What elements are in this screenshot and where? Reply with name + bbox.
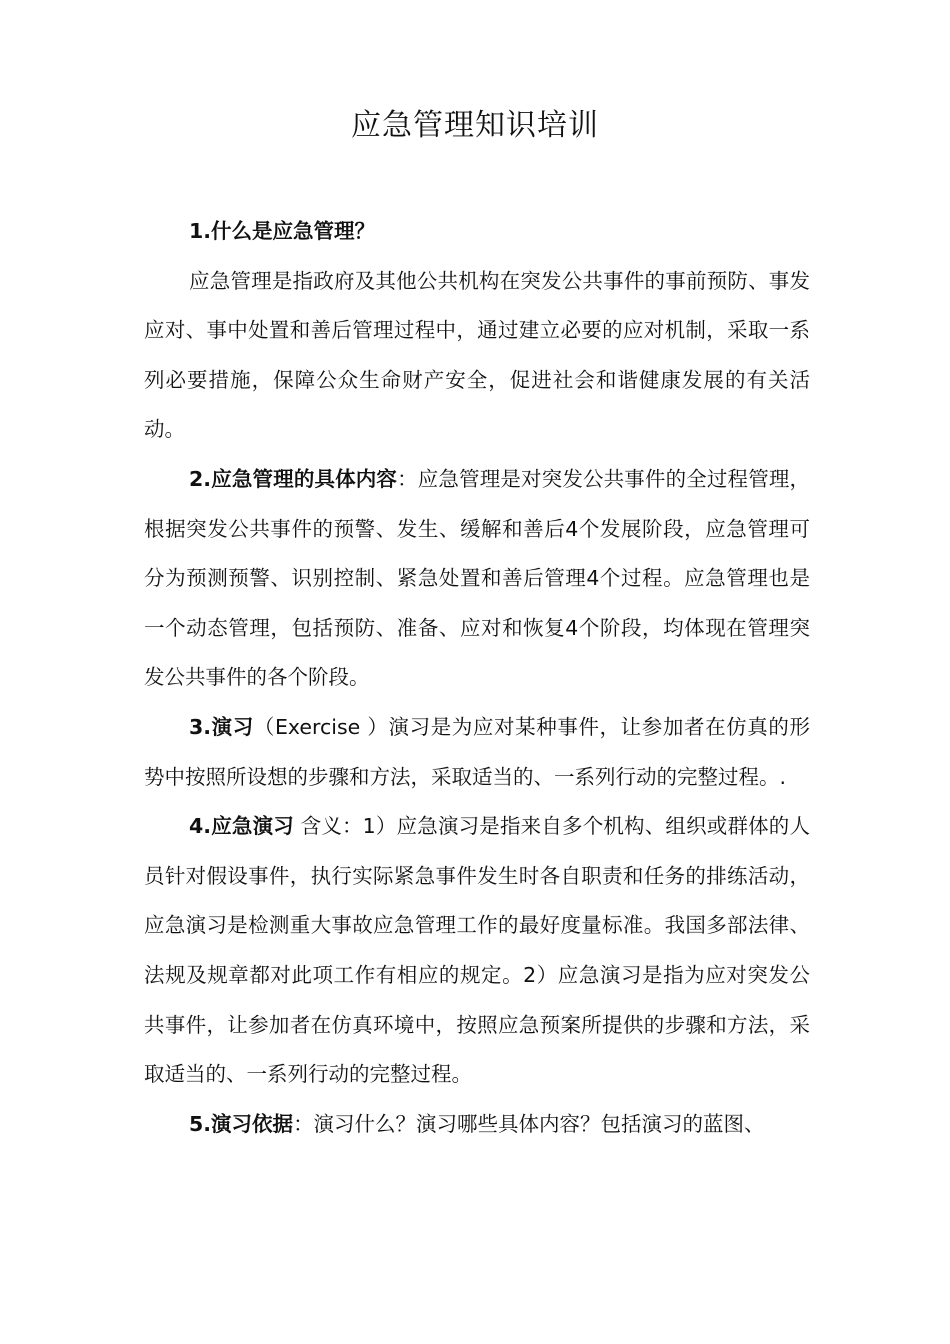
paragraph-lead: 3.演习 — [189, 714, 254, 739]
paragraph-lead: 5.演习依据 — [189, 1111, 294, 1136]
paragraph-exercise — [144, 703, 810, 802]
paragraph-text: 应急管理是指政府及其他公共机构在突发公共事件的事前预防、事发应对、事中处置和善后管理过程中，通过建立必要的应对机制，采取一系列必要措施，保障公众生命财产安全，促进社会和谐健康发展的有关活动。 — [144, 268, 810, 442]
document-body — [144, 207, 810, 1149]
paragraph-text: 含义：1）应急演习是指来自多个机构、组织或群体的人员针对假设事件，执行实际紧急事件发生时各自职责和任务的排练活动，应急演习是检测重大事故应急管理工作的最好度量标准。我国多部法律、法规及规章都对此项工作有相应的规定。2）应急演习是指为应对突发公共事件，让参加者在仿真环境中，按照应急预案所提供的步骤和方法，采取适当的、一系列行动的完整过程。 — [144, 814, 810, 1087]
section-heading-1: 1.什么是应急管理？ — [189, 219, 376, 243]
paragraph-text: ：演习什么？演习哪些具体内容？包括演习的蓝图、 — [293, 1111, 765, 1136]
paragraph-text: （Exercise ）演习是为应对某种事件，让参加者在仿真的形势中按照所设想的步骤和方法，采取适当的、一系列行动的完整过程。. — [144, 714, 810, 789]
paragraph-exercise-basis — [144, 1100, 810, 1150]
paragraph-definition — [144, 257, 810, 455]
paragraph-emergency-exercise — [144, 802, 810, 1100]
paragraph-text: ：应急管理是对突发公共事件的全过程管理，根据突发公共事件的预警、发生、缓解和善后4个发展阶段，应急管理可分为预测预警、识别控制、紧急处置和善后管理4个过程。应急管理也是一个动态管理，包括预防、准备、应对和恢复4个阶段，均体现在管理突发公共事件的各个阶段。 — [144, 466, 810, 690]
paragraph-lead: 4.应急演习 — [189, 814, 294, 839]
paragraph-content — [144, 455, 810, 703]
document-title: 应急管理知识培训 — [351, 108, 599, 143]
paragraph-lead: 2.应急管理的具体内容 — [189, 466, 398, 491]
